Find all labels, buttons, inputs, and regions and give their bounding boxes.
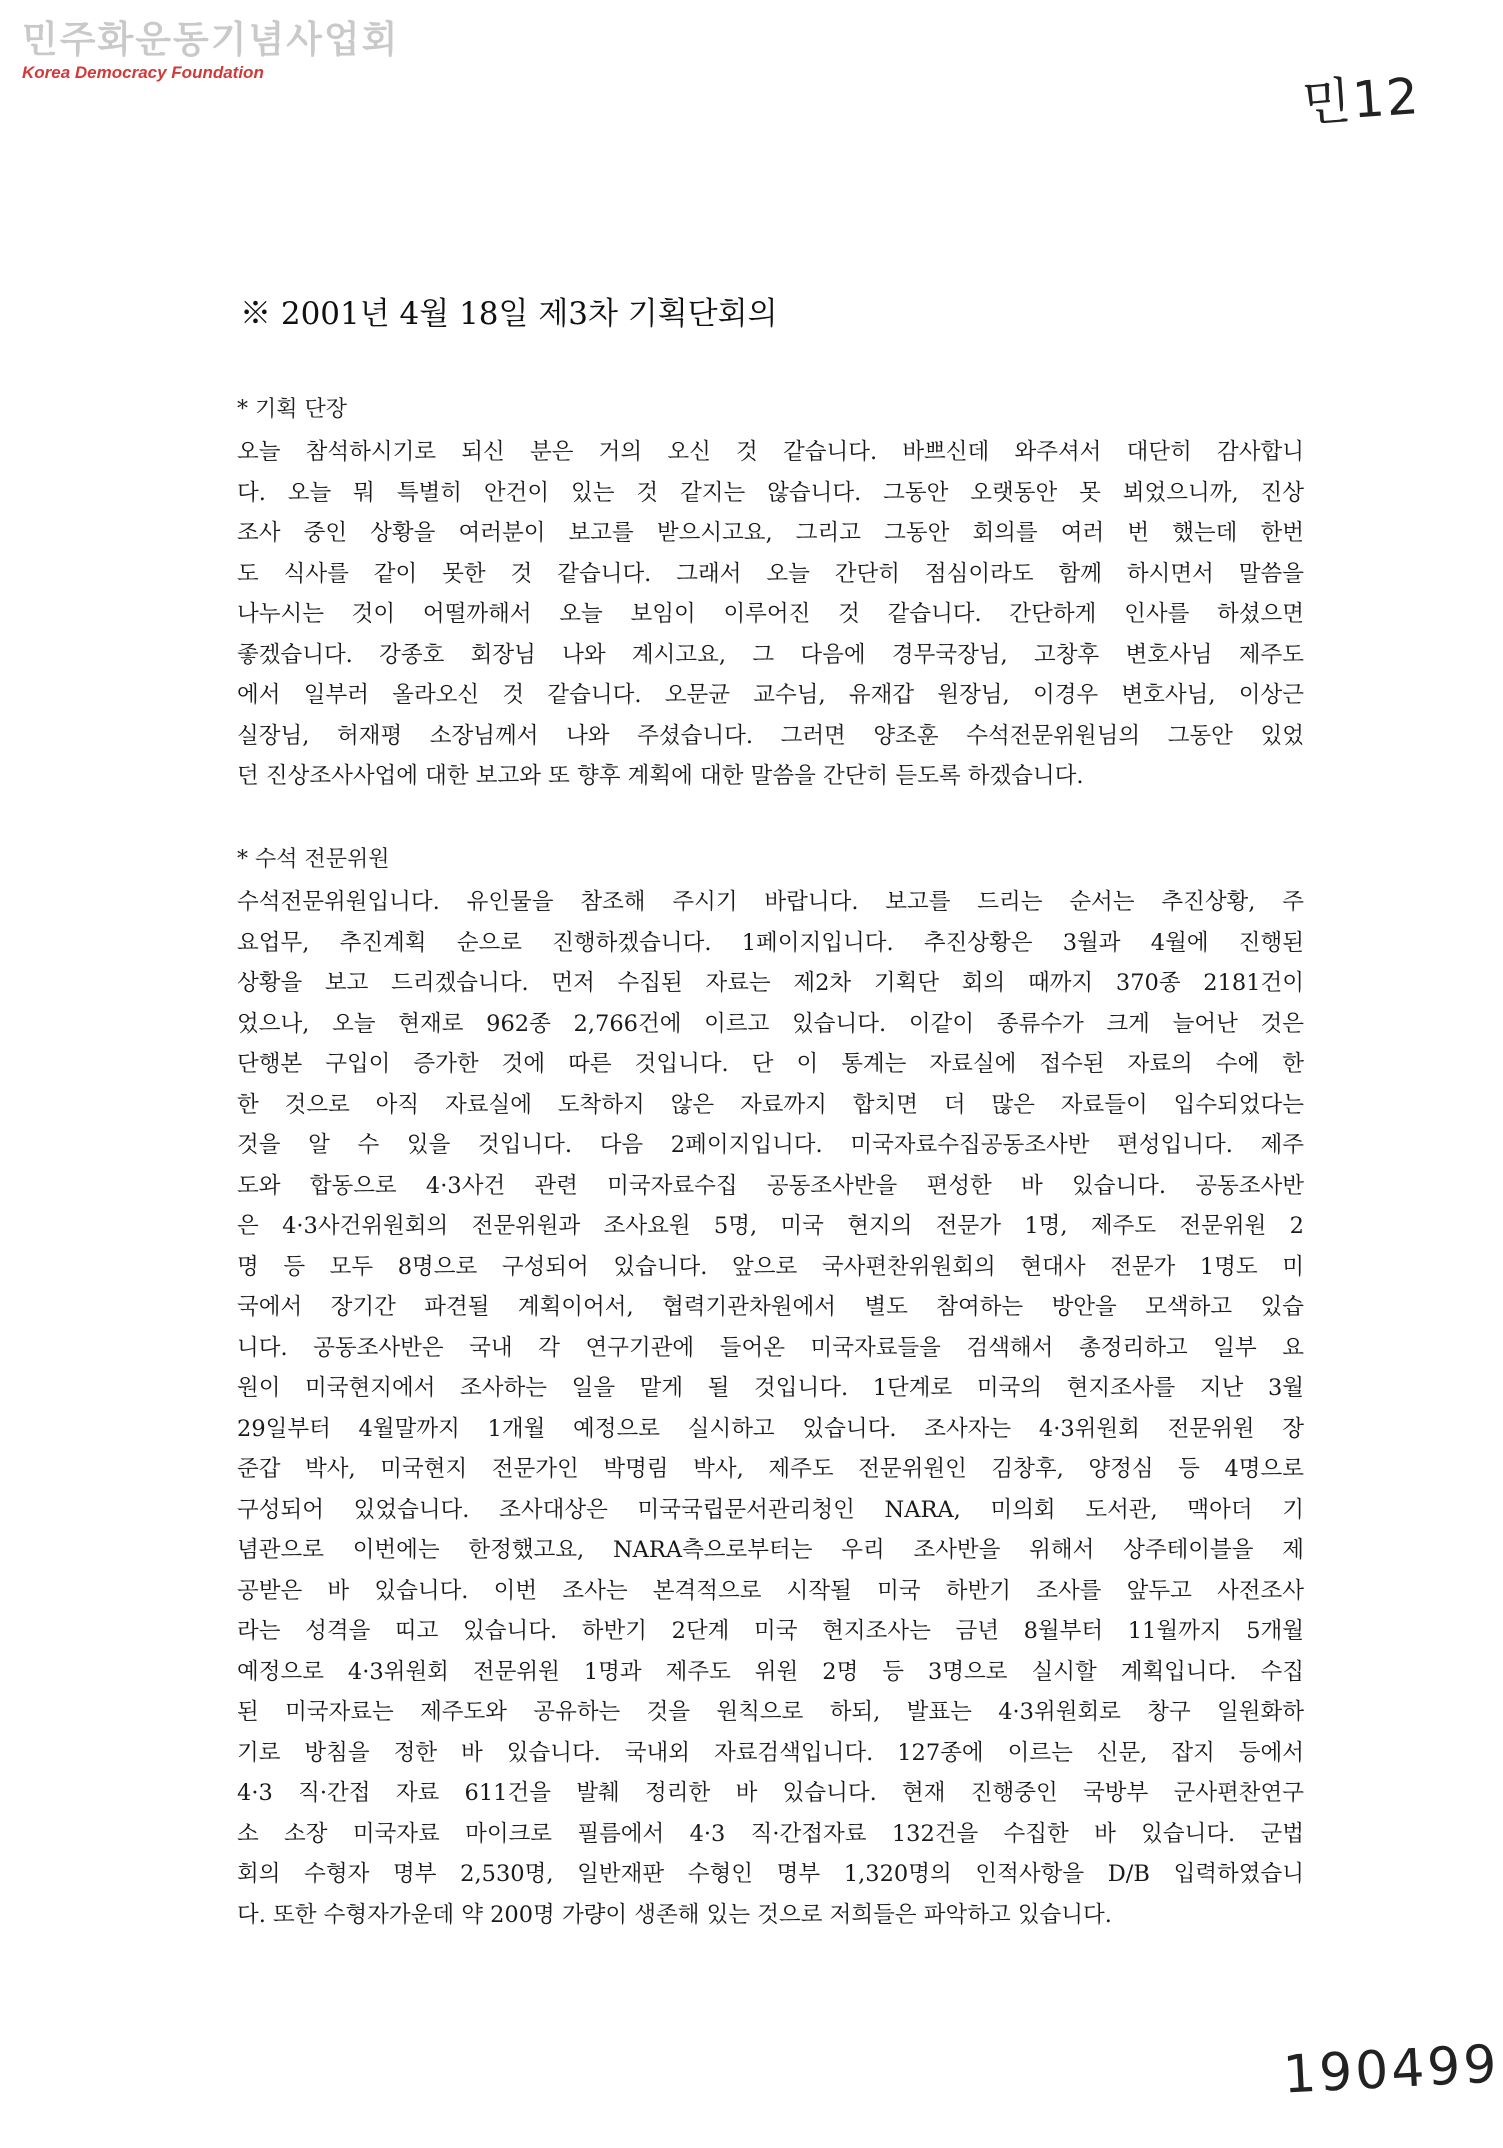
speaker-label: * 기획 단장 — [237, 397, 347, 422]
watermark-english: Korea Democracy Foundation — [22, 63, 264, 82]
text-line: 에서 일부러 올라오신 것 같습니다. 오문균 교수님, 유재갑 원장님, 이경우 변호사님, 이상근 — [237, 682, 1304, 708]
text-line: 념관으로 이번에는 한정했고요, NARA측으로부터는 우리 조사반을 위해서 상주테이블을 제 — [237, 1537, 1304, 1563]
text-line: 은 4·3사건위원회의 전문위원과 조사요원 5명, 미국 현지의 전문가 1명, 제주도 전문위원 2 — [237, 1213, 1304, 1239]
text-line: 기로 방침을 정한 바 있습니다. 국내외 자료검색입니다. 127종에 이르는 신문, 잡지 등에서 — [237, 1739, 1304, 1766]
text-line: 니다. 공동조사반은 국내 각 연구기관에 들어온 미국자료들을 검색해서 총정리하고 일부 요 — [237, 1334, 1304, 1361]
text-line: 소 소장 미국자료 마이크로 필름에서 4·3 직·간접자료 132건을 수집한 바 있습니다. 군법 — [237, 1820, 1304, 1847]
text-line: 원이 미국현지에서 조사하는 일을 맡게 될 것입니다. 1단계로 미국의 현지조사를 지난 3월 — [237, 1375, 1304, 1401]
text-line: 요업무, 추진계획 순으로 진행하겠습니다. 1페이지입니다. 추진상황은 3월과 4월에 진행된 — [237, 929, 1304, 956]
text-line: 명 등 모두 8명으로 구성되어 있습니다. 앞으로 국사편찬위원회의 현대사 전문가 1명도 미 — [237, 1253, 1304, 1280]
text-line: 다. 또한 수형자가운데 약 200명 가량이 생존해 있는 것으로 저희들은 파악하고 있습니다. — [237, 1901, 1112, 1928]
text-line: 다. 오늘 뭐 특별히 안건이 있는 것 같지는 않습니다. 그동안 오랫동안 못 뵈었으니까, 진상 — [237, 479, 1304, 506]
text-line: 단행본 구입이 증가한 것에 따른 것입니다. 단 이 통계는 자료실에 접수된 자료의 수에 한 — [237, 1051, 1304, 1077]
text-line: 회의 수형자 명부 2,530명, 일반재판 수형인 명부 1,320명의 인적사항을 D/B 입력하였습니 — [237, 1861, 1304, 1887]
text-line: 준갑 박사, 미국현지 전문가인 박명림 박사, 제주도 전문위원인 김창후, 양정심 등 4명으로 — [237, 1456, 1304, 1482]
text-line: 던 진상조사사업에 대한 보고와 또 향후 계획에 대한 말씀을 간단히 듣도록 하겠습니다. — [237, 763, 1084, 789]
text-line: 것을 알 수 있을 것입니다. 다음 2페이지입니다. 미국자료수집공동조사반 편성입니다. 제주 — [237, 1132, 1304, 1158]
text-line: 라는 성격을 띠고 있습니다. 하반기 2단계 미국 현지조사는 금년 8월부터 11월까지 5개월 — [237, 1618, 1304, 1644]
text-line: 실장님, 허재평 소장님께서 나와 주셨습니다. 그러면 양조훈 수석전문위원님의 그동안 있었 — [237, 722, 1304, 749]
text-line: 조사 중인 상황을 여러분이 보고를 받으시고요, 그리고 그동안 회의를 여러 번 했는데 한번 — [237, 520, 1304, 546]
text-line: 4·3 직·간접 자료 611건을 발췌 정리한 바 있습니다. 현재 진행중인 국방부 군사편찬연구 — [237, 1780, 1304, 1806]
text-line: 예정으로 4·3위원회 전문위원 1명과 제주도 위원 2명 등 3명으로 실시할 계획입니다. 수집 — [237, 1658, 1304, 1685]
text-line: 공받은 바 있습니다. 이번 조사는 본격적으로 시작될 미국 하반기 조사를 앞두고 사전조사 — [237, 1577, 1304, 1604]
text-line: 한 것으로 아직 자료실에 도착하지 않은 자료까지 합치면 더 많은 자료들이 입수되었다는 — [237, 1091, 1304, 1118]
text-line: 오늘 참석하시기로 되신 분은 거의 오신 것 같습니다. 바쁘신데 와주셔서 대단히 감사합니 — [237, 439, 1304, 465]
handwritten-page-mark: 민12 — [1300, 66, 1423, 134]
foundation-watermark — [22, 20, 399, 84]
text-line: 좋겠습니다. 강종호 회장님 나와 계시고요, 그 다음에 경무국장님, 고창후 변호사님 제주도 — [237, 641, 1304, 668]
text-line: 도와 합동으로 4·3사건 관련 미국자료수집 공동조사반을 편성한 바 있습니다. 공동조사반 — [237, 1172, 1304, 1199]
speaker-section-planning-chief — [237, 392, 1304, 797]
text-line: 수석전문위원입니다. 유인물을 참조해 주시기 바랍니다. 보고를 드리는 순서는 추진상황, 주 — [237, 889, 1304, 915]
text-line: 나누시는 것이 어떨까해서 오늘 보임이 이루어진 것 같습니다. 간단하게 인사를 하셨으면 — [237, 601, 1304, 627]
handwritten-document-number: 190499 — [1281, 2034, 1501, 2106]
text-line: 된 미국자료는 제주도와 공유하는 것을 원칙으로 하되, 발표는 4·3위원회로 창구 일원화하 — [237, 1699, 1304, 1725]
text-line: 구성되어 있었습니다. 조사대상은 미국국립문서관리청인 NARA, 미의회 도서관, 맥아더 기 — [237, 1496, 1304, 1523]
speaker-section-chief-expert — [237, 842, 1304, 1935]
watermark-korean: 민주화운동기념사업회 — [22, 18, 400, 61]
text-line: 었으나, 오늘 현재로 962종 2,766건에 이르고 있습니다. 이같이 종류수가 크게 늘어난 것은 — [237, 1010, 1304, 1037]
text-line: 국에서 장기간 파견될 계획이어서, 협력기관차원에서 별도 참여하는 방안을 모색하고 있습 — [237, 1294, 1304, 1320]
text-line: 도 식사를 같이 못한 것 같습니다. 그래서 오늘 간단히 점심이라도 함께 하시면서 말씀을 — [237, 560, 1304, 587]
document-title: ※ 2001년 4월 18일 제3차 기획단회의 — [240, 296, 778, 332]
text-line: 상황을 보고 드리겠습니다. 먼저 수집된 자료는 제2차 기획단 회의 때까지 370종 2181건이 — [237, 970, 1304, 996]
text-line: 29일부터 4월말까지 1개월 예정으로 실시하고 있습니다. 조사자는 4·3위원회 전문위원 장 — [237, 1415, 1304, 1442]
speaker-label: * 수석 전문위원 — [237, 847, 390, 872]
